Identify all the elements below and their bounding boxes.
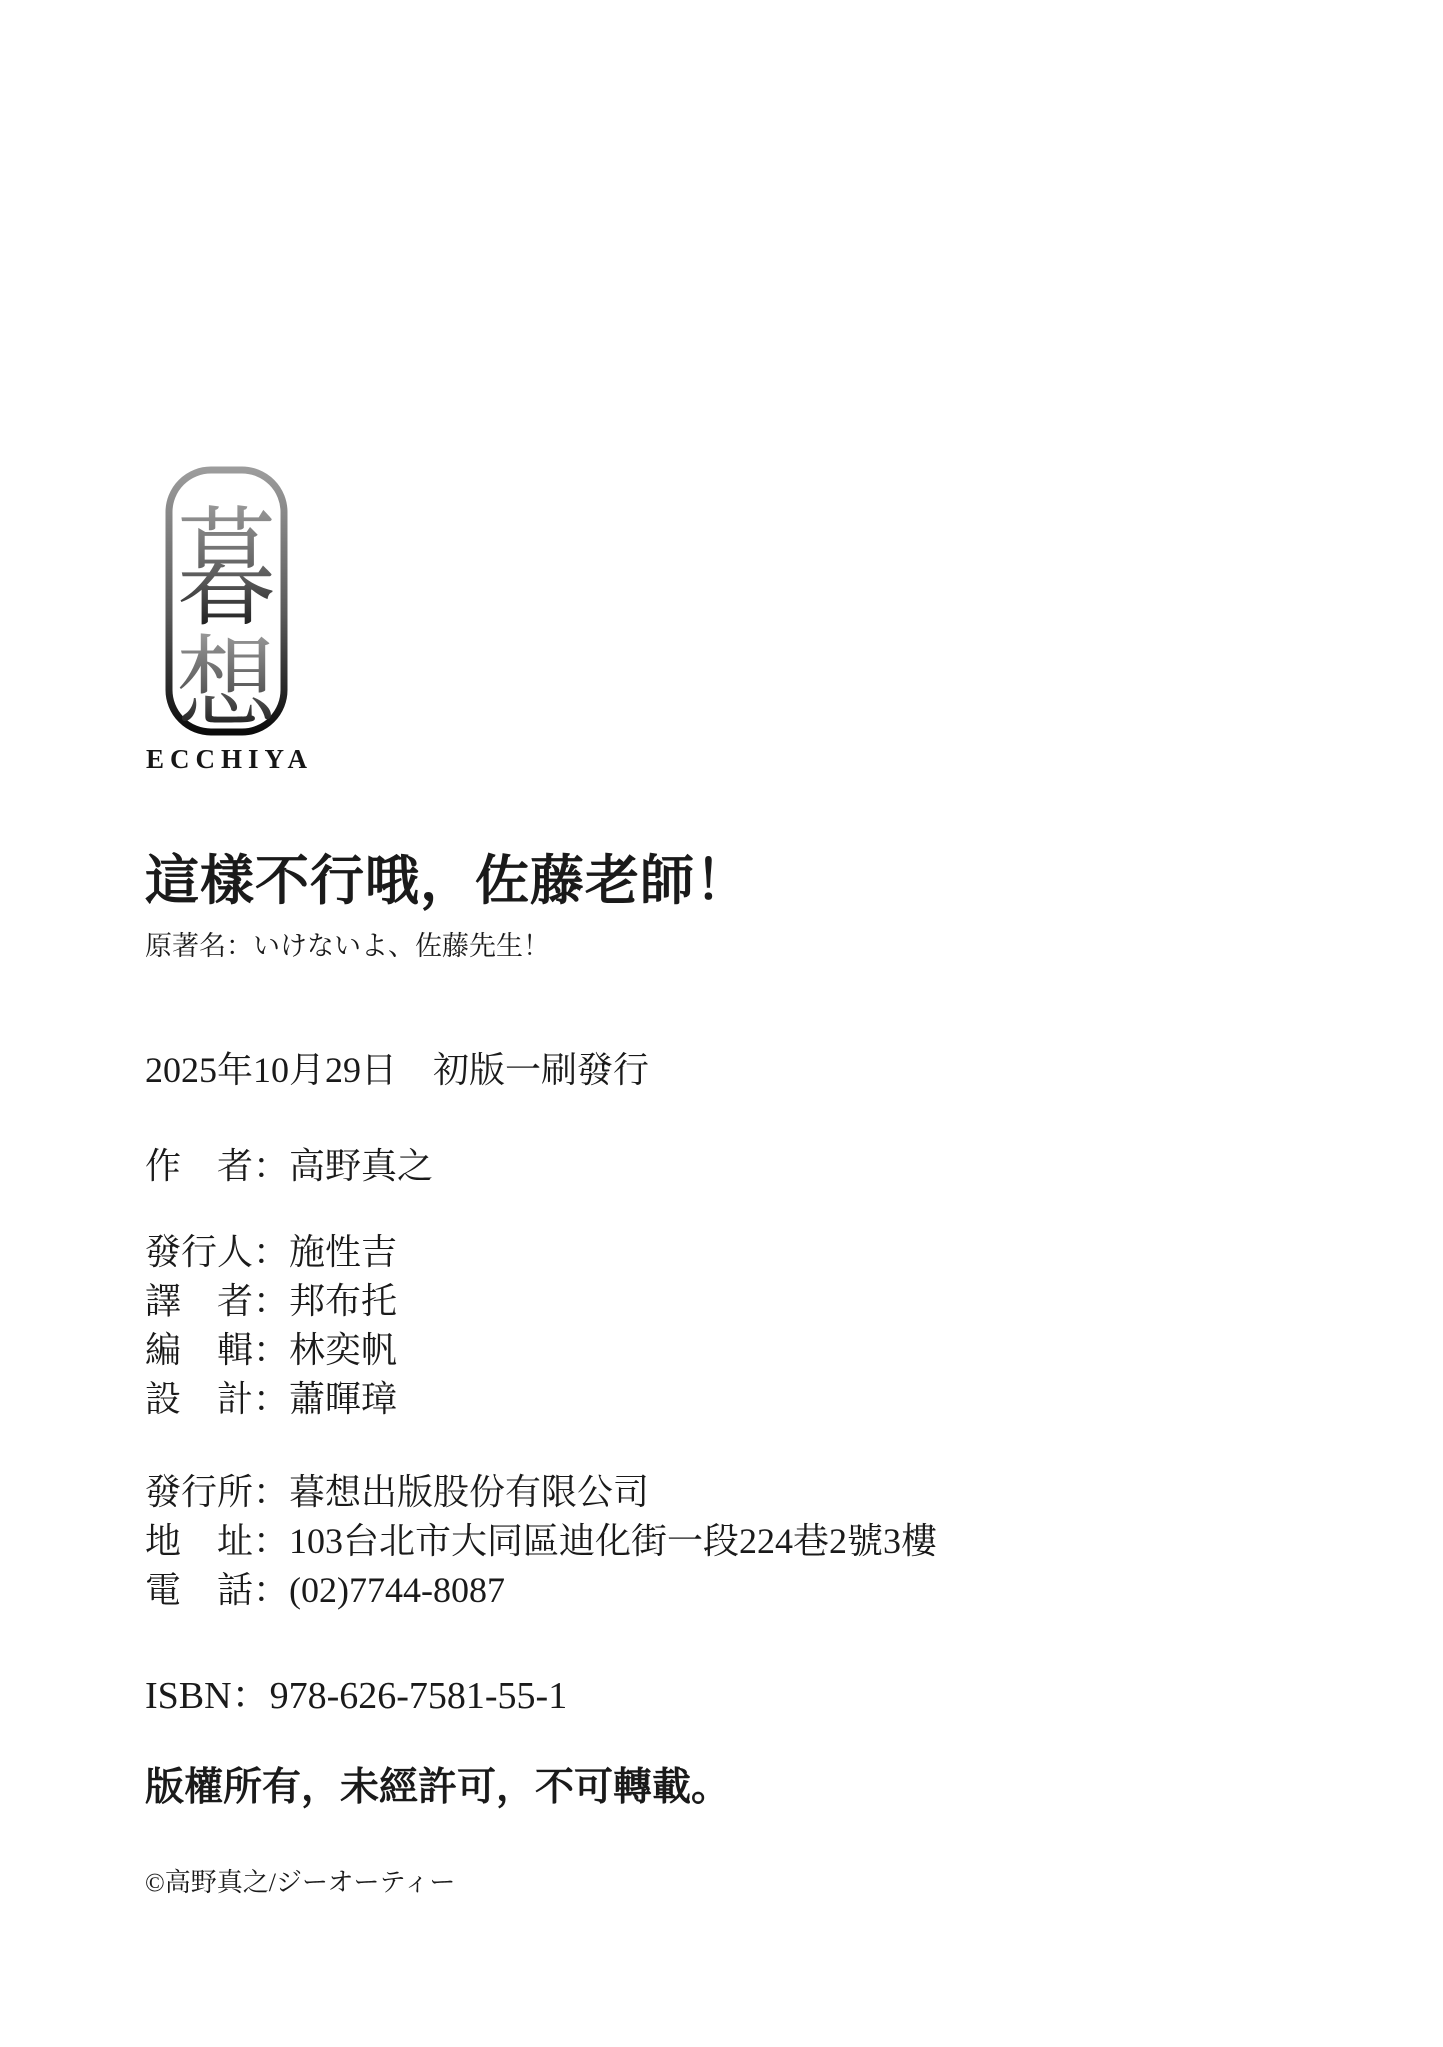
edition-line: 2025年10月29日 初版一刷發行 bbox=[145, 1050, 650, 1090]
staff-label: 發行人 bbox=[145, 1232, 254, 1272]
book-title: 這樣不行哦，佐藤老師！ bbox=[145, 851, 750, 911]
seal-character-top: 暮 bbox=[176, 499, 276, 644]
staff-value: 蕭暉璋 bbox=[289, 1379, 398, 1419]
publisher-label: 電 話 bbox=[145, 1570, 254, 1610]
publisher-row-address bbox=[145, 1517, 937, 1566]
isbn-value: 978-626-7581-55-1 bbox=[269, 1675, 568, 1717]
colon: ： bbox=[253, 1379, 290, 1419]
publisher-value: 103台北市大同區迪化街一段224巷2號3樓 bbox=[289, 1521, 938, 1561]
publisher-wordmark: ECCHIYA bbox=[146, 744, 314, 774]
publisher-block bbox=[145, 1468, 937, 1615]
isbn-label: ISBN bbox=[145, 1675, 232, 1717]
seal-character-bottom: 想 bbox=[176, 629, 276, 736]
colon: ： bbox=[253, 1330, 290, 1370]
colon: ： bbox=[253, 1146, 290, 1186]
staff-row-designer bbox=[145, 1375, 397, 1424]
publisher-row-phone bbox=[145, 1566, 937, 1615]
colon: ： bbox=[231, 1675, 270, 1717]
colon: ： bbox=[253, 1521, 290, 1561]
staff-value: 邦布托 bbox=[289, 1281, 398, 1321]
staff-row-editor bbox=[145, 1326, 397, 1375]
author-row bbox=[145, 1138, 433, 1189]
staff-label: 編 輯 bbox=[145, 1330, 254, 1370]
colon: ： bbox=[253, 1472, 290, 1512]
colon: ： bbox=[253, 1232, 290, 1272]
publisher-value: (02)7744-8087 bbox=[289, 1570, 505, 1610]
staff-label: 設 計 bbox=[145, 1379, 254, 1419]
author-value: 高野真之 bbox=[289, 1146, 434, 1186]
publisher-label: 發行所 bbox=[145, 1472, 254, 1512]
rights-notice: 版權所有，未經許可，不可轉載。 bbox=[145, 1766, 731, 1809]
staff-row-translator bbox=[145, 1277, 397, 1326]
staff-block bbox=[145, 1228, 397, 1424]
publisher-label: 地 址 bbox=[145, 1521, 254, 1561]
staff-row-issuer bbox=[145, 1228, 397, 1277]
staff-value: 施性吉 bbox=[289, 1232, 398, 1272]
staff-value: 林奕帆 bbox=[289, 1330, 398, 1370]
isbn-row bbox=[145, 1664, 567, 1719]
publisher-row-company bbox=[145, 1468, 937, 1517]
colon: ： bbox=[253, 1570, 290, 1610]
ecchiya-seal-icon bbox=[165, 466, 288, 736]
colon: ： bbox=[253, 1281, 290, 1321]
original-title: 原著名：いけないよ、佐藤先生！ bbox=[145, 931, 550, 962]
copyright-credit: ©高野真之/ジーオーティー bbox=[145, 1868, 456, 1897]
staff-label: 譯 者 bbox=[145, 1281, 254, 1321]
publisher-value: 暮想出版股份有限公司 bbox=[289, 1472, 650, 1512]
author-label: 作 者 bbox=[145, 1146, 254, 1186]
publisher-logo bbox=[146, 466, 314, 775]
title-block bbox=[145, 850, 750, 963]
